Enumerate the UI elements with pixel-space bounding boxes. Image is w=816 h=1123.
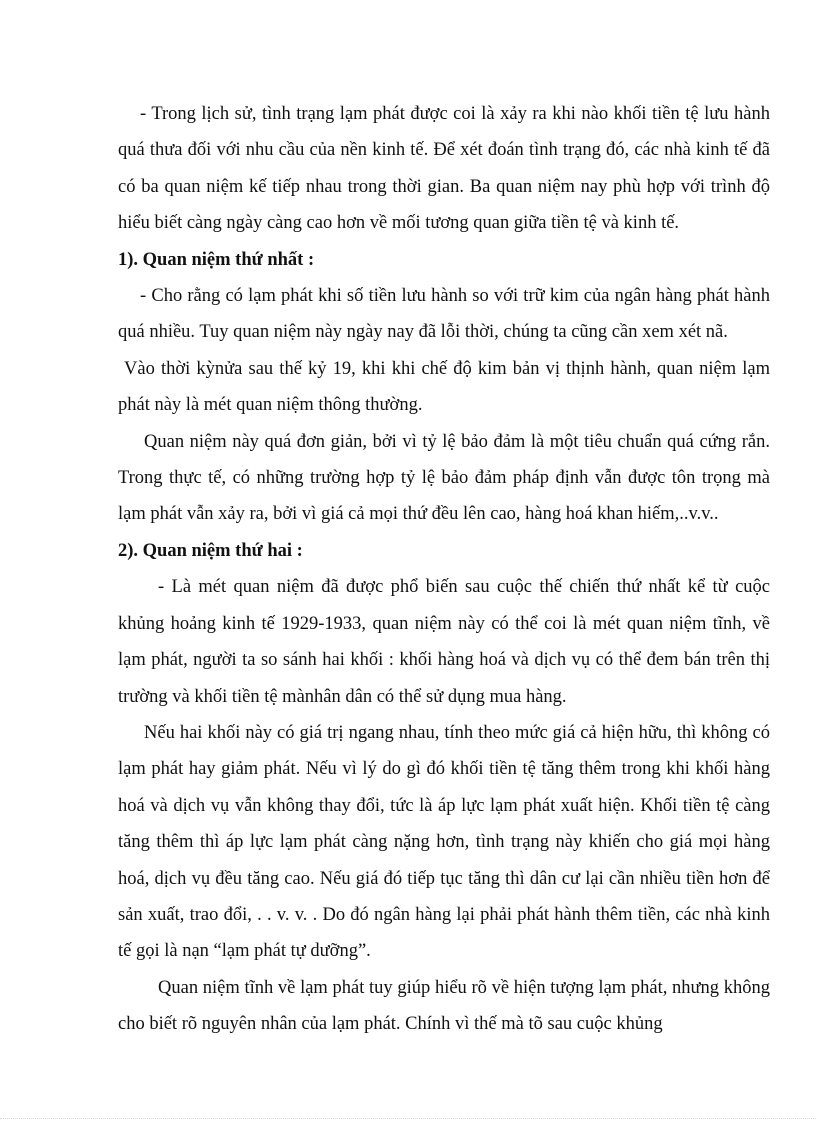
- section1-paragraph-b: Vào thời kỳnửa sau thế kỷ 19, khi khi chế độ kim bản vị thịnh hành, quan niệm lạm phát này là mét quan niệm thông thường.: [118, 358, 770, 416]
- section-heading-1: 1). Quan niệm thứ nhất :: [118, 249, 315, 270]
- intro-paragraph: - Trong lịch sử, tình trạng lạm phát được coi là xảy ra khi nào khối tiền tệ lưu hành quá thưa đối với nhu cầu của nền kinh tế. Để xét đoán tình trạng đó, các nhà kinh tế đã có ba quan niệm kế tiếp nhau trong thời gian. Ba quan niệm nay phù hợp với trình độ hiểu biết càng ngày càng cao hơn về mối tương quan giữa tiền tệ và kinh tế.: [118, 104, 770, 234]
- section2-paragraph-c: Quan niệm tĩnh về lạm phát tuy giúp hiểu rõ về hiện tượng lạm phát, nhưng không cho biết rõ nguyên nhân của lạm phát. Chính vì thế mà tõ sau cuộc khủng: [118, 977, 770, 1035]
- section2-paragraph-a: - Là mét quan niệm đã được phổ biến sau cuộc thế chiến thứ nhất kể từ cuộc khủng hoảng kinh tế 1929-1933, quan niệm này có thể coi là mét quan niệm tĩnh, về lạm phát, người ta so sánh hai khối : khối hàng hoá và dịch vụ có thể đem bán trên thị trường và khối tiền tệ mànhân dân có thể sử dụng mua hàng.: [118, 577, 770, 707]
- section1-paragraph-a: - Cho rằng có lạm phát khi số tiền lưu hành so với trữ kim của ngân hàng phát hành quá nhiều. Tuy quan niệm này ngày nay đã lỗi thời, chúng ta cũng cần xem xét nã.: [118, 286, 770, 343]
- section1-paragraph-c: Quan niệm này quá đơn giản, bởi vì tỷ lệ bảo đảm là một tiêu chuẩn quá cứng rắn. Trong thực tế, có những trường hợp tỷ lệ bảo đảm pháp định vẫn được tôn trọng mà lạm phát vẫn xảy ra, bởi vì giá cả mọi thứ đều lên cao, hàng hoá khan hiếm,..v.v..: [118, 431, 770, 525]
- section2-paragraph-b: Nếu hai khối này có giá trị ngang nhau, tính theo mức giá cả hiện hữu, thì không có lạm phát hay giảm phát. Nếu vì lý do gì đó khối tiền tệ tăng thêm trong khi khối hàng hoá và dịch vụ vẫn không thay đổi, tức là áp lực lạm phát xuất hiện. Khối tiền tệ càng tăng thêm thì áp lực lạm phát càng nặng hơn, tình trạng này khiến cho giá mọi hàng hoá, dịch vụ đều tăng cao. Nếu giá đó tiếp tục tăng thì dân cư lại cần nhiều tiền hơn để sản xuất, trao đổi, . . v. v. . Do đó ngân hàng lại phải phát hành thêm tiền, các nhà kinh tế gọi là nạn “lạm phát tự dưỡng”.: [118, 722, 770, 962]
- page-bottom-divider: [0, 1118, 816, 1119]
- section-heading-2: 2). Quan niệm thứ hai :: [118, 540, 303, 561]
- document-body: [118, 96, 770, 1043]
